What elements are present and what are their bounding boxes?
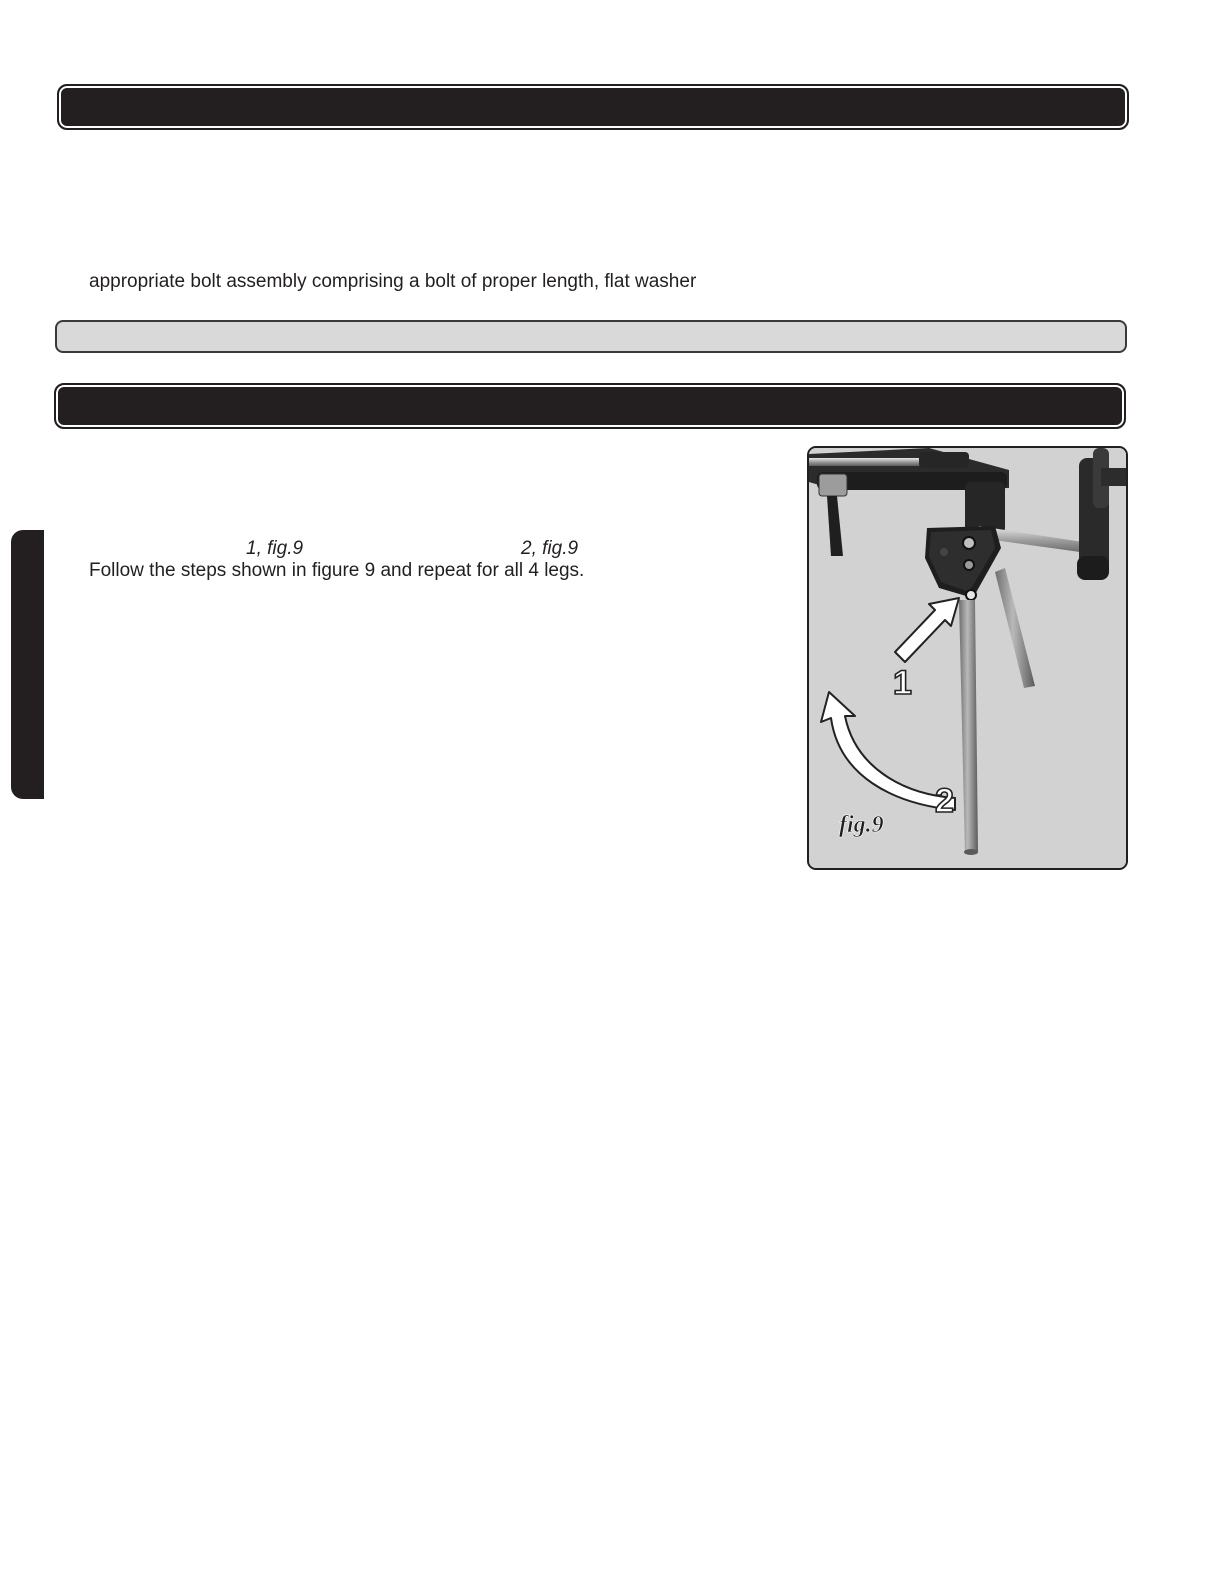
callout-1-label: 1 [893, 664, 912, 702]
section-header-bar [57, 84, 1129, 130]
instruction-text: Follow the steps shown in figure 9 and repeat for all 4 legs. [89, 560, 585, 581]
callout-2-label: 2 [935, 782, 954, 820]
figure-reference-step-1: 1, fig.9 [246, 538, 304, 559]
note-bar [55, 320, 1127, 353]
side-chapter-tab [11, 530, 44, 799]
section-header-bar-assembly [54, 383, 1126, 429]
figure-reference-step-2: 2, fig.9 [521, 538, 579, 559]
figure-9-illustration [807, 446, 1128, 870]
figure-caption: fig.9 [839, 812, 884, 838]
bolt-assembly-text: appropriate bolt assembly comprising a bolt of proper length, flat washer [89, 271, 697, 292]
leg-stand-drawing [809, 448, 1126, 868]
